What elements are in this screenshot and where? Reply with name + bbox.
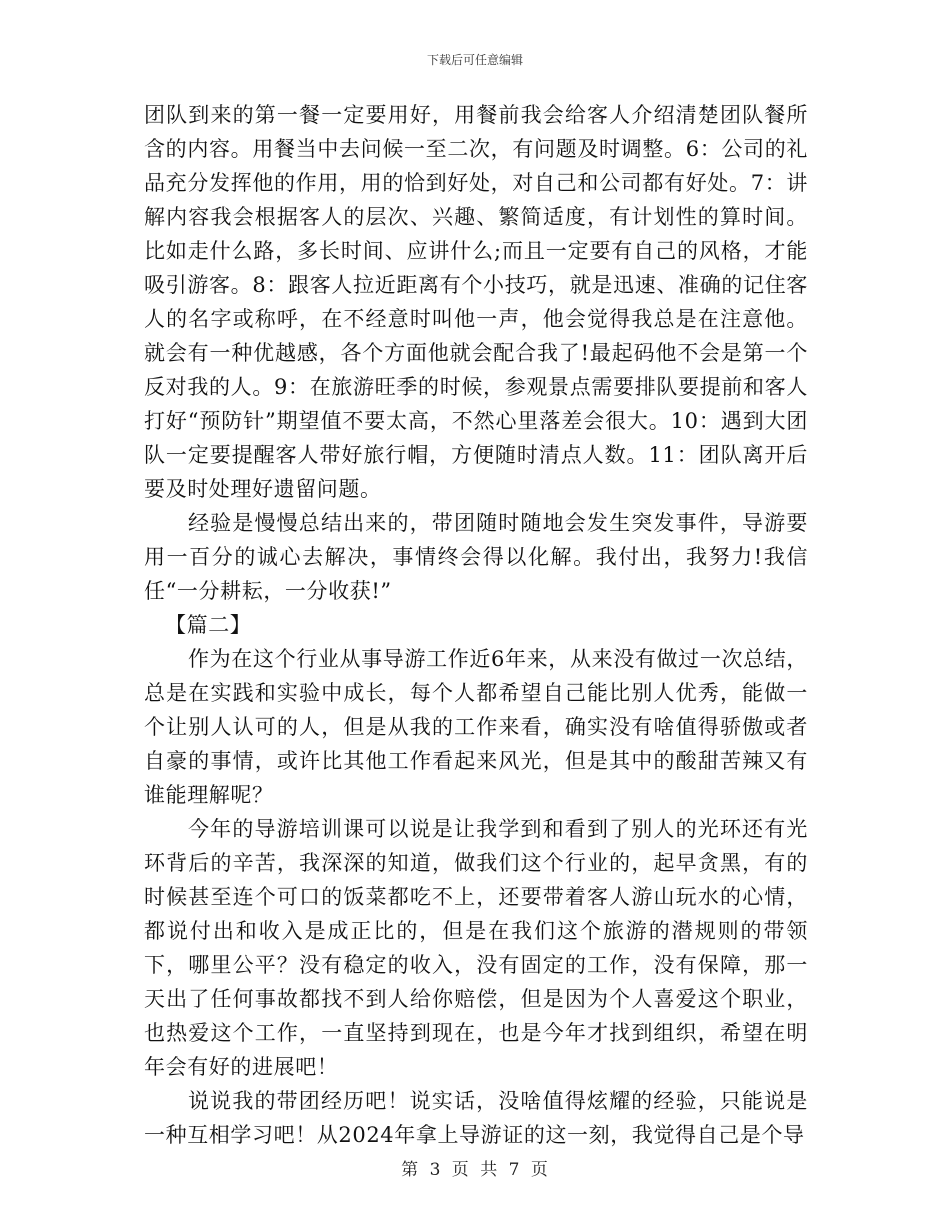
paragraph-5: 说说我的带团经历吧！说实话，没啥值得炫耀的经验，只能说是一种互相学习吧！从2024年拿上导游证的这一刻，我觉得自己是个导 (144, 1089, 808, 1147)
paragraph-2: 经验是慢慢总结出来的，带团随时随地会发生突发事件，导游要用一百分的诚心去解决，事情终会得以化解。我付出，我努力!我信任“一分耕耘，一分收获!” (144, 511, 808, 603)
paragraph-4: 今年的导游培训课可以说是让我学到和看到了别人的光环还有光环背后的辛苦，我深深的知道，做我们这个行业的，起早贪黑，有的时候甚至连个可口的饭菜都吃不上，还要带着客人游山玩水的心情，都说付出和收入是成正比的，但是在我们这个旅游的潜规则的带领下，哪里公平？没有稳定的收入，没有固定的工作，没有保障，那一天出了任何事故都找不到人给你赔偿，但是因为个人喜爱这个职业，也热爱这个工作，一直坚持到现在，也是今年才找到组织，希望在明年会有好的进展吧！ (144, 817, 808, 1079)
page-header: 下载后可任意编辑 (426, 53, 523, 67)
page-number: 第 3 页 共 7 页 (401, 1160, 549, 1180)
paragraph-3: 作为在这个行业从事导游工作近6年来，从来没有做过一次总结，总是在实践和实验中成长，每个人都希望自己能比别人优秀，能做一个让别人认可的人，但是从我的工作来看，确实没有啥值得骄傲或者自豪的事情，或许比其他工作看起来风光，但是其中的酸甜苦辣又有谁能理解呢？ (144, 647, 808, 807)
section-title: 【篇二】 (165, 613, 252, 637)
document-body (144, 98, 808, 1152)
paragraph-1: 团队到来的第一餐一定要用好，用餐前我会给客人介绍清楚团队餐所含的内容。用餐当中去问候一至二次，有问题及时调整。6：公司的礼品充分发挥他的作用，用的恰到好处，对自己和公司都有好处。7：讲解内容我会根据客人的层次、兴趣、繁简适度，有计划性的算时间。比如走什么路，多长时间、应讲什么;而且一定要有自己的风格，才能吸引游客。8：跟客人拉近距离有个小技巧，就是迅速、准确的记住客人的名字或称呼，在不经意时叫他一声，他会觉得我总是在注意他。就会有一种优越感，各个方面他就会配合我了!最起码他不会是第一个反对我的人。9：在旅游旺季的时候，参观景点需要排队要提前和客人打好“预防针”期望值不要太高，不然心里落差会很大。10：遇到大团队一定要提醒客人带好旅行帽，方便随时清点人数。11：团队离开后要及时处理好遗留问题。 (144, 103, 808, 501)
